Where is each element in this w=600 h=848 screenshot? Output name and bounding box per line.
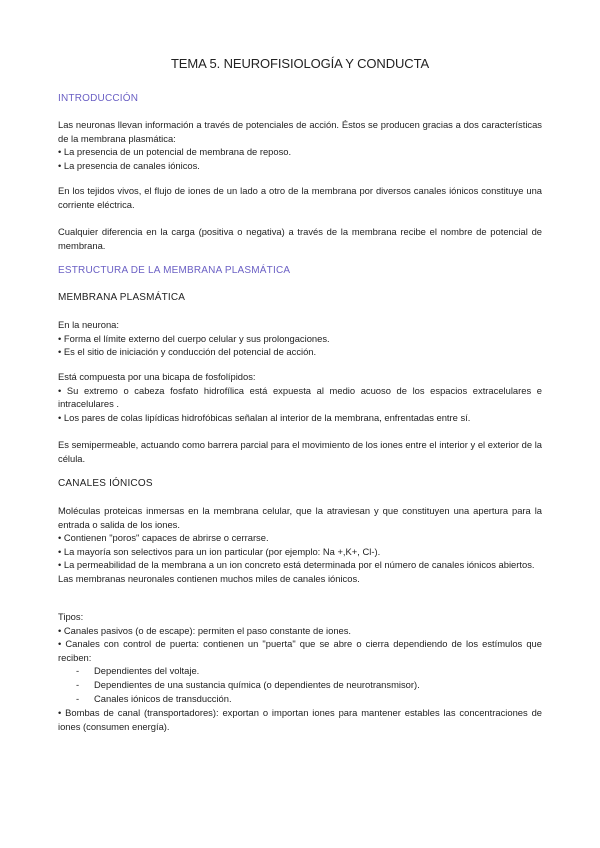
membrane-heading: MEMBRANA PLASMÁTICA xyxy=(58,292,186,303)
membrane-bullet-limit: • Forma el límite externo del cuerpo celular y sus prolongaciones. xyxy=(58,332,330,344)
gated-subtype-transduction: - Canales iónicos de transducción. xyxy=(76,693,232,704)
channels-heading: CANALES IÓNICOS xyxy=(58,478,153,489)
membrane-bullet-action-site: • Es el sitio de iniciación y conducción del potencial de acción. xyxy=(58,346,317,358)
gated-subtype-chemical: - Dependientes de una sustancia química (o dependientes de neurotransmisor). xyxy=(76,679,420,690)
membrane-bullet-tails: • Los pares de colas lipídicas hidrofóbicas señalan al interior de la membrana, enfrentadas entre sí. xyxy=(58,411,471,423)
channels-types xyxy=(58,610,542,664)
intro-heading: INTRODUCCIÓN xyxy=(58,93,139,104)
membrane-neuron-intro: En la neurona: xyxy=(58,319,119,330)
intro-paragraph-2: En los tejidos vivos, el flujo de iones de un lado a otro de la membrana por diversos canales iónicos constituye una corriente eléctrica. xyxy=(58,185,542,210)
gated-subtype-voltage: - Dependientes del voltaje. xyxy=(76,665,200,676)
channels-p1: Moléculas proteicas inmersas en la membrana celular, que la atraviesan y que constituyen una apertura para la entrada o salida de los iones. xyxy=(58,505,542,530)
document-title: TEMA 5. NEUROFISIOLOGÍA Y CONDUCTA xyxy=(170,56,430,71)
channels-bullet-permeability: • La permeabilidad de la membrana a un ion concreto está determinada por el número de canales iónicos abiertos. xyxy=(58,559,535,571)
channels-description xyxy=(58,504,542,586)
channels-p2: Las membranas neuronales contienen muchos miles de canales iónicos. xyxy=(58,572,360,584)
channels-bullet-pores: • Contienen "poros" capaces de abrirse o cerrarse. xyxy=(58,532,269,544)
channels-type-pumps: • Bombas de canal (transportadores): exportan o importan iones para mantener estables las concentraciones de iones (consumen energía). xyxy=(58,707,542,732)
channels-type-passive: • Canales pasivos (o de escape): permiten el paso constante de iones. xyxy=(58,624,352,636)
intro-paragraph-1 xyxy=(58,118,542,172)
channels-types-label: Tipos: xyxy=(58,611,84,622)
membrane-bullet-head: • Su extremo o cabeza fosfato hidrofílica está expuesta al medio acuoso de los espacios extracelulares e intracelulares . xyxy=(58,384,542,410)
membrane-semipermeable: Es semipermeable, actuando como barrera parcial para el movimiento de los iones entre el interior y el exterior de la célula. xyxy=(58,439,542,464)
intro-paragraph-3: Cualquier diferencia en la carga (positiva o negativa) a través de la membrana recibe el nombre de potencial de membrana. xyxy=(58,226,542,251)
structure-heading: ESTRUCTURA DE LA MEMBRANA PLASMÁTICA xyxy=(58,265,291,276)
membrane-neuron-list xyxy=(58,318,542,359)
intro-bullet-ion-channels: • La presencia de canales iónicos. xyxy=(58,159,200,171)
membrane-composition xyxy=(58,370,542,424)
membrane-composition-intro: Está compuesta por una bicapa de fosfolípidos: xyxy=(58,371,256,382)
channels-bullet-selective: • La mayoría son selectivos para un ion particular (por ejemplo: Na +,K+, Cl-). xyxy=(58,545,381,557)
channels-type-gated: • Canales con control de puerta: contienen un "puerta" que se abre o cierra dependiendo de los estímulos que reciben: xyxy=(58,638,542,663)
intro-bullet-resting-potential: • La presencia de un potencial de membrana de reposo. xyxy=(58,146,292,158)
intro-p1-text: Las neuronas llevan información a través de potenciales de acción. Éstos se producen gracias a dos características de la membrana plasmática: xyxy=(58,119,542,144)
